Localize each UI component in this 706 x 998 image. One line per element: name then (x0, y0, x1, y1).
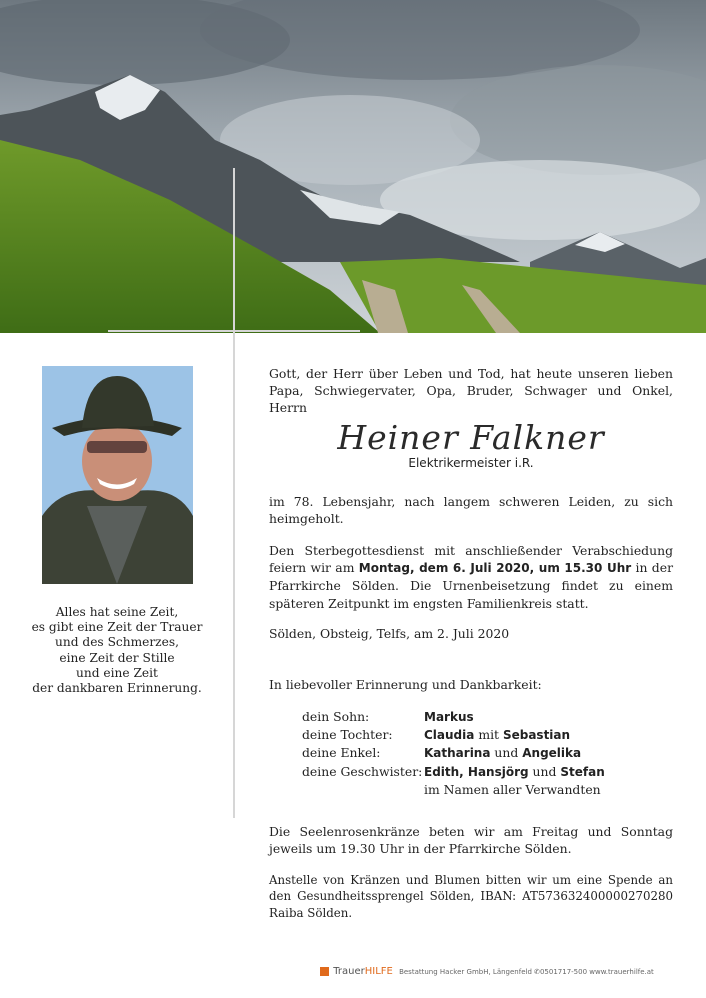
poem-line: der dankbaren Erinnerung. (32, 681, 202, 696)
family-relation: deine Enkel: (302, 745, 381, 761)
trauerhilfe-logo-icon (320, 967, 329, 976)
family-list (302, 708, 605, 798)
family-name: Angelika (522, 746, 582, 761)
family-connector: und (490, 745, 523, 761)
family-name: Sebastian (502, 728, 571, 743)
death-text: im 78. Lebensjahr, nach langem schweren Leiden, zu sich heimgeholt. (269, 494, 673, 527)
footer-info: Bestattung Hacker GmbH, Längenfeld ✆0501717-500 www.trauerhilfe.at (399, 967, 654, 976)
deceased-name: Heiner Falkner (337, 418, 605, 457)
family-name: Edith, Hansjörg (424, 764, 529, 779)
rosary-text: Die Seelenrosenkränze beten wir am Freitag und Sonntag jeweils um 19.30 Uhr in der Pfarrkirche Sölden. (269, 824, 673, 857)
poem-line: und des Schmerzes, (55, 635, 179, 650)
family-connector: und (528, 763, 561, 779)
family-name: Katharina (424, 746, 491, 761)
family-relation: deine Geschwister: (302, 763, 423, 779)
poem-line: es gibt eine Zeit der Trauer (31, 620, 203, 635)
poem-line: Alles hat seine Zeit, (55, 605, 179, 619)
service-part-1: Den Sterbegottesdienst mit anschließender Verabschiedung feiern wir am (269, 543, 673, 576)
family-row (302, 763, 605, 781)
family-names (424, 763, 605, 781)
family-name: Stefan (560, 764, 605, 779)
family-relation: dein Sohn: (302, 709, 370, 724)
remembrance-text: In liebevoller Erinnerung und Dankbarkeit: (269, 677, 542, 692)
family-names (424, 744, 581, 762)
relatives-note: im Namen aller Verwandten (424, 781, 601, 797)
intro-text: Gott, der Herr über Leben und Tod, hat heute unseren lieben Papa, Schwiegervater, Opa, Bruder, Schwager und Onkel, Herrn (269, 366, 673, 416)
family-relation: deine Tochter: (302, 727, 393, 743)
service-text (269, 542, 673, 612)
family-row (302, 781, 605, 798)
service-date: Montag, dem 6. Juli 2020, um 15.30 Uhr (358, 561, 632, 576)
mountain-landscape-image (0, 0, 706, 333)
family-relation-empty (302, 781, 424, 798)
footer-brand-part: Trauer (333, 966, 365, 977)
family-row (302, 708, 605, 726)
family-name: Claudia (424, 728, 475, 743)
family-names (424, 726, 570, 744)
family-row (302, 744, 605, 762)
footer-brand-accent: HILFE (364, 966, 393, 977)
deceased-title: Elektrikermeister i.R. (408, 456, 534, 470)
family-name: Markus (424, 710, 474, 724)
footer (320, 966, 654, 977)
poem-line: eine Zeit der Stille (59, 650, 175, 665)
family-connector: mit (474, 727, 503, 743)
memorial-poem (18, 605, 216, 696)
family-names (424, 708, 474, 726)
donation-text: Anstelle von Kränzen und Blumen bitten wir um eine Spende an den Gesundheitssprengel Sölden, IBAN: AT573632400000270280 Raiba Sölden. (269, 873, 673, 920)
family-row (302, 726, 605, 744)
poem-line: und eine Zeit (76, 665, 158, 680)
service-part-2: in der Pfarrkirche Sölden. Die Urnenbeisetzung findet zu einem späteren Zeitpunkt im engsten Familienkreis statt. (269, 560, 673, 611)
footer-brand (333, 966, 393, 977)
portrait-photo (42, 366, 193, 584)
cross-vertical-bar (233, 168, 235, 818)
place-date: Sölden, Obsteig, Telfs, am 2. Juli 2020 (269, 626, 510, 641)
